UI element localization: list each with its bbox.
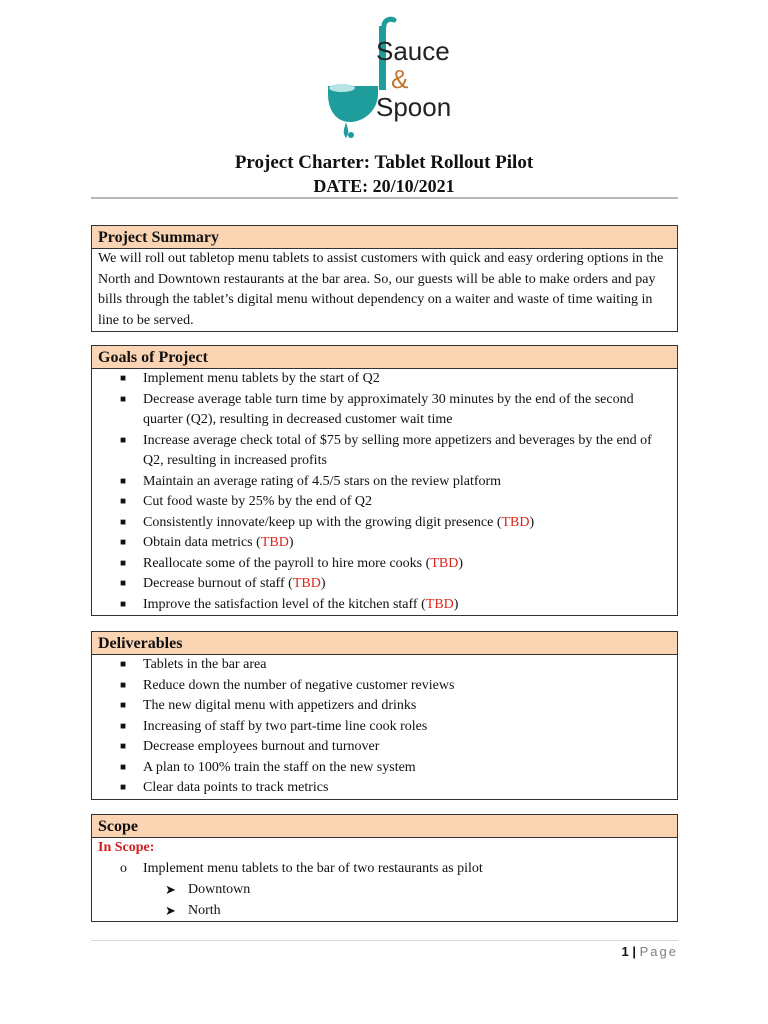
page-footer (622, 944, 679, 959)
tbd-marker: TBD (292, 576, 321, 591)
logo-word-spoon: Spoon (376, 92, 452, 122)
page-label: Page (639, 944, 678, 959)
deliverables-list (92, 655, 677, 799)
goals-list (92, 369, 677, 615)
list-item: ■ Decrease employees burnout and turnover (92, 737, 673, 758)
list-item: ■ Maintain an average rating of 4.5/5 stars on the review platform (92, 472, 673, 493)
bullet-icon: ■ (120, 761, 127, 773)
project-summary-section (91, 225, 678, 332)
list-item: ■ Implement menu tablets by the start of Q2 (92, 369, 673, 390)
bullet-icon: ■ (120, 679, 127, 691)
list-item: ■ The new digital menu with appetizers and drinks (92, 696, 673, 717)
bullet-icon: ■ (120, 578, 127, 589)
list-item: ■ Obtain data metrics (TBD) (92, 533, 673, 554)
in-scope-label: In Scope: (98, 840, 155, 855)
deliverables-section (91, 631, 678, 800)
header-divider (91, 197, 678, 199)
section-heading: Project Summary (92, 226, 677, 249)
list-item: ■ Improve the satisfaction level of the kitchen staff (TBD) (92, 595, 673, 616)
bullet-icon: ■ (120, 782, 127, 793)
list-item: ■ A plan to 100% train the staff on the new system (92, 758, 673, 779)
document-title: Project Charter: Tablet Rollout Pilot (234, 152, 534, 173)
arrow-bullet-icon: ➤ (165, 903, 176, 918)
scope-section (91, 814, 678, 922)
bullet-icon: ■ (120, 434, 127, 446)
page-number: 1 (621, 944, 629, 959)
bullet-icon: ■ (120, 659, 127, 670)
bullet-icon: ■ (120, 516, 127, 528)
bullet-icon: ■ (120, 557, 127, 569)
tbd-marker: TBD (425, 596, 454, 612)
ladle-icon (318, 14, 458, 144)
sauce-and-spoon-logo (318, 14, 458, 144)
document-date: DATE: 20/10/2021 (313, 176, 455, 196)
list-item: ■ Cut food waste by 25% by the end of Q2 (92, 492, 673, 513)
list-item: ■ Increase average check total of $75 by selling more appetizers and beverages by the end of Q2, resulting in increased profits (120, 432, 652, 468)
bullet-icon: ■ (120, 741, 127, 752)
list-item: ■ Clear data points to track metrics (92, 778, 673, 799)
list-item: ■ Reduce down the number of negative customer reviews (92, 676, 673, 697)
section-heading: Deliverables (92, 632, 677, 655)
tbd-marker: TBD (430, 555, 459, 571)
goals-section (91, 345, 678, 616)
scope-sub-item: ➤ North (92, 900, 677, 921)
logo-ampersand: & (391, 64, 409, 94)
list-item: ■ Decrease average table turn time by approximately 30 minutes by the end of the second quarter (Q2), resulting in decreased customer wait time (120, 391, 634, 427)
bullet-icon: ■ (120, 598, 127, 610)
list-item: ■ Decrease burnout of staff (TBD) (92, 574, 673, 595)
bullet-icon: ■ (120, 373, 127, 384)
section-heading: Goals of Project (92, 346, 677, 369)
list-item: ■ Tablets in the bar area (92, 655, 673, 676)
bullet-icon: ■ (120, 720, 127, 732)
bullet-icon: ■ (120, 496, 127, 507)
section-heading: Scope (92, 815, 677, 838)
tbd-marker: TBD (260, 535, 289, 550)
logo-word-sauce: Sauce (376, 36, 450, 66)
summary-text: We will roll out tabletop menu tablets to assist customers with quick and easy ordering options in the North and Downtown restaurants at the bar area. So, our guests will be able to make orders and pay bills through the tablet’s digital menu without dependency on a waiter and waste of time waiting in line to be served. (98, 251, 664, 328)
bullet-icon: ■ (120, 700, 127, 711)
scope-item: o Implement menu tablets to the bar of two restaurants as pilot (92, 858, 677, 879)
bullet-icon: ■ (120, 537, 127, 548)
footer-divider (91, 940, 678, 941)
bullet-icon: ■ (120, 393, 127, 405)
arrow-bullet-icon: ➤ (165, 882, 176, 897)
circle-bullet-icon: o (120, 861, 127, 876)
bullet-icon: ■ (120, 475, 127, 487)
scope-sub-item: ➤ Downtown (92, 879, 677, 900)
footer-separator: | (632, 944, 636, 959)
list-item: ■ Reallocate some of the payroll to hire more cooks (TBD) (92, 554, 673, 575)
tbd-marker: TBD (501, 514, 530, 530)
list-item: ■ Consistently innovate/keep up with the growing digit presence (TBD) (92, 513, 673, 534)
list-item: ■ Increasing of staff by two part-time line cook roles (92, 717, 673, 738)
